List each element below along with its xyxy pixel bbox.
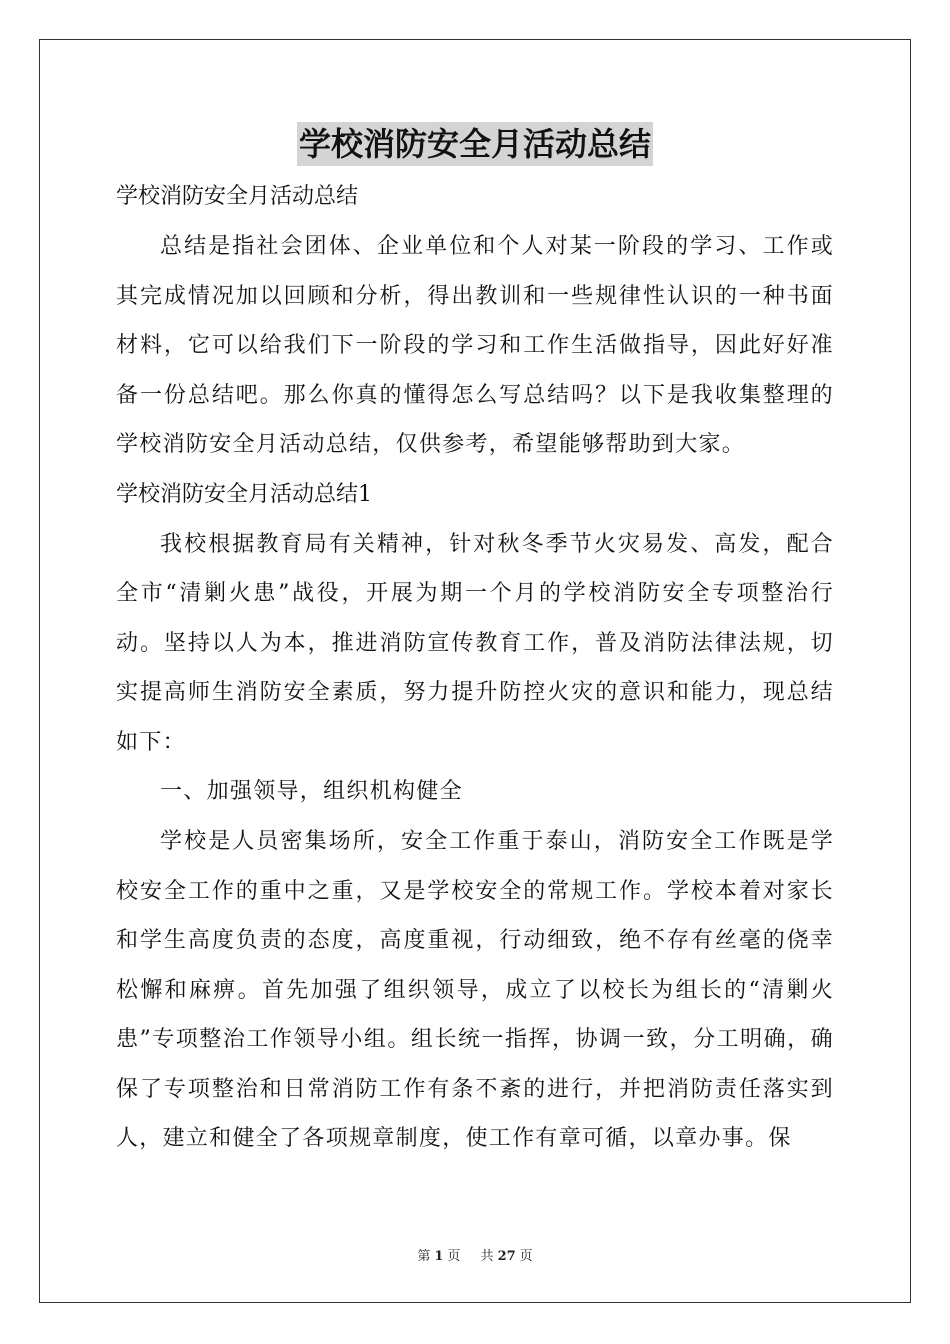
title-wrap (116, 122, 834, 172)
section-paragraph-2: 学校是人员密集场所，安全工作重于泰山，消防安全工作既是学校安全工作的重中之重，又是学校安全的常规工作。学校本着对家长和学生高度负责的态度，高度重视，行动细致，绝不存有丝毫的侥幸松懈和麻痹。首先加强了组织领导，成立了以校长为组长的“清剿火患”专项整治工作领导小组。组长统一指挥，协调一致，分工明确，确保了专项整治和日常消防工作有条不紊的进行，并把消防责任落实到人，建立和健全了各项规章制度，使工作有章可循，以章办事。保 (116, 829, 834, 1151)
intro-paragraph: 总结是指社会团体、企业单位和个人对某一阶段的学习、工作或其完成情况加以回顾和分析，得出教训和一些规律性认识的一种书面材料，它可以给我们下一阶段的学习和工作生活做指导，因此好好准备一份总结吧。那么你真的懂得怎么写总结吗？以下是我收集整理的学校消防安全月活动总结，仅供参考，希望能够帮助到大家。 (116, 234, 834, 457)
page-prefix: 第 (417, 1249, 431, 1264)
total-pages: 27 (497, 1249, 516, 1264)
page-current: 1 (434, 1249, 444, 1264)
document-title: 学校消防安全月活动总结 (297, 122, 653, 166)
total-unit: 页 (519, 1249, 533, 1264)
page-unit: 页 (447, 1249, 461, 1264)
subsection-heading: 一、加强领导，组织机构健全 (160, 779, 463, 804)
section-paragraph-1: 我校根据教育局有关精神，针对秋冬季节火灾易发、高发，配合全市“清剿火患”战役，开展为期一个月的学校消防安全专项整治行动。坚持以人为本，推进消防宣传教育工作，普及消防法律法规，切实提高师生消防安全素质，努力提升防控火灾的意识和能力，现总结如下： (116, 531, 834, 755)
page-footer (0, 1245, 950, 1264)
page-total (477, 1249, 537, 1264)
section-heading: 学校消防安全月活动总结1 (116, 481, 372, 507)
document-body (116, 122, 834, 1164)
document-subtitle: 学校消防安全月活动总结 (116, 184, 359, 209)
total-prefix: 共 (480, 1249, 494, 1264)
page-number (413, 1249, 464, 1264)
